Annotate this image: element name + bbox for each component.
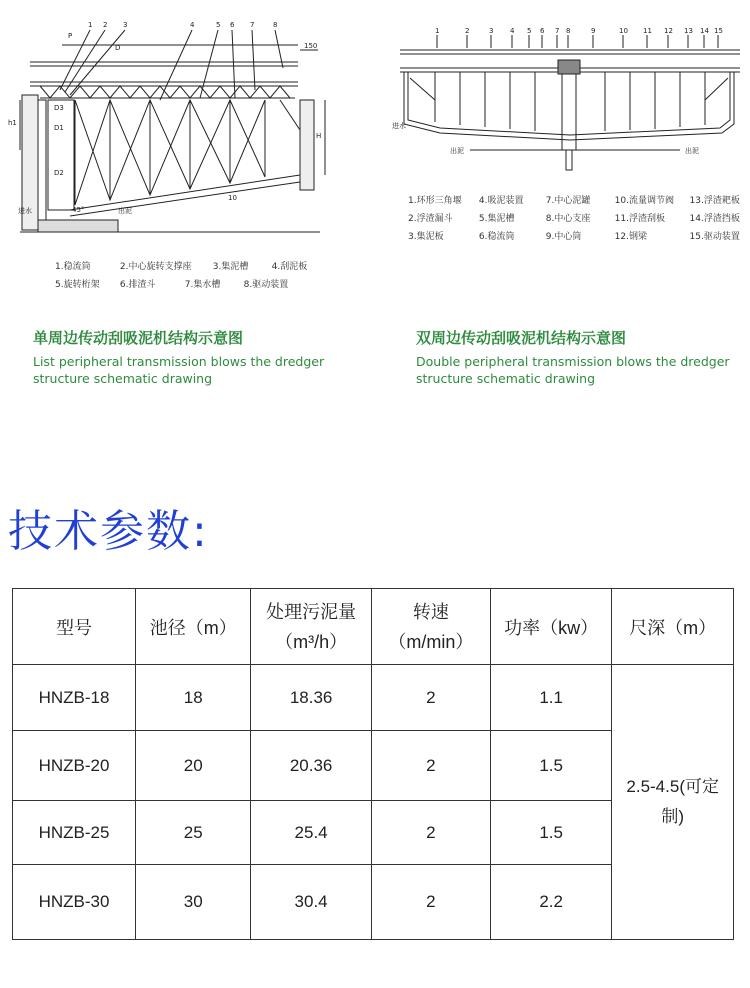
legend-item: 1.稳流筒 [55,262,91,272]
cell-diameter: 18 [136,665,251,731]
callout-12: 12 [664,27,673,35]
callout-4: 4 [510,27,515,35]
header-capacity [251,589,371,665]
cell-depth-merged: 2.5-4.5(可定制) [612,665,734,940]
dim-10: 10 [228,194,237,202]
single-drive-caption-cn: 单周边传动刮吸泥机结构示意图 [33,329,244,347]
legend-item: 1.环形三角堰 [408,196,462,206]
single-drive-legend [55,258,315,294]
double-drive-caption-en: Double peripheral transmission blows the dredger structure schematic drawing [416,354,730,386]
callout-3: 3 [489,27,494,35]
cell-model: HNZB-30 [13,865,136,940]
cell-speed: 2 [371,801,490,865]
header-depth: 尺深（m） [612,589,734,665]
dim-h: H [316,132,322,140]
header-capacity-label: 处理污泥量 [266,601,357,622]
legend-item: 2.浮渣漏斗 [408,214,453,224]
header-speed-label: 转速 [412,601,449,622]
double-drive-panel [390,0,750,400]
callout-8: 8 [566,27,571,35]
legend-item: 15.驱动装置 [689,232,740,242]
legend-item: 5.旋转桁架 [55,280,100,290]
cell-speed: 2 [371,665,490,731]
cell-power: 2.2 [490,865,611,940]
callout-11: 11 [643,27,652,35]
dim-h1: h1 [8,119,17,127]
cell-power: 1.5 [490,801,611,865]
cell-diameter: 25 [136,801,251,865]
legend-item: 7.中心泥罐 [545,196,591,206]
cell-model: HNZB-18 [13,665,136,731]
callout-14: 14 [700,27,709,35]
cell-diameter: 20 [136,731,251,801]
legend-item: 8.驱动装置 [243,280,289,290]
label-outlet-left: 出泥 [450,147,464,155]
cell-capacity: 18.36 [251,665,371,731]
header-power: 功率（kw） [490,589,611,665]
callout-5: 5 [216,21,221,29]
header-speed-unit: （m/min） [388,631,474,652]
table-row [13,665,734,731]
dim-p: P [68,32,73,40]
dim-d2: D2 [54,169,64,177]
single-drive-diagram [0,0,360,250]
label-outlet: 出泥 [118,207,132,215]
single-drive-caption-en: List peripheral transmission blows the dredger structure schematic drawing [33,354,325,386]
cell-model: HNZB-20 [13,731,136,801]
header-model: 型号 [13,589,136,665]
callout-10: 10 [619,27,628,35]
legend-item: 3.集泥板 [408,232,444,242]
header-speed [371,589,490,665]
legend-item: 7.集水槽 [184,280,221,290]
callout-13: 13 [684,27,693,35]
callout-5: 5 [527,27,532,35]
cell-capacity: 20.36 [251,731,371,801]
dim-d3: D3 [54,104,64,112]
callout-2: 2 [465,27,470,35]
legend-item: 5.集泥槽 [478,214,515,224]
double-drive-diagram [390,0,750,195]
cell-speed: 2 [371,865,490,940]
legend-item: 2.中心旋转支撑座 [119,262,192,272]
dim-angle: 45° [72,206,85,214]
callout-6: 6 [540,27,545,35]
double-drive-caption-cn: 双周边传动刮吸泥机结构示意图 [416,329,627,347]
dim-d: D [115,44,121,52]
legend-item: 12.钢梁 [614,232,647,242]
spec-table [12,588,734,940]
callout-2: 2 [103,21,108,29]
legend-item: 13.浮渣耙板 [689,196,740,206]
table-header-row [13,589,734,665]
header-diameter: 池径（m） [136,589,251,665]
legend-item: 6.稳流筒 [478,232,515,242]
label-inlet: 进水 [392,122,406,130]
legend-item: 3.集泥槽 [212,262,249,272]
callout-3: 3 [123,21,128,29]
callout-9: 9 [591,27,596,35]
double-drive-legend [408,192,748,246]
legend-item: 10.流量调节阀 [614,196,674,206]
legend-item: 4.刮泥板 [271,262,308,272]
callout-4: 4 [190,21,195,29]
dim-150: 150 [304,42,318,50]
callout-6: 6 [230,21,235,29]
cell-capacity: 30.4 [251,865,371,940]
legend-item: 11.浮渣刮板 [614,214,665,224]
cell-power: 1.1 [490,665,611,731]
callout-7: 7 [555,27,560,35]
callout-7: 7 [250,21,255,29]
single-drive-panel [0,0,360,400]
header-capacity-unit: （m³/h） [275,631,348,652]
cell-speed: 2 [371,731,490,801]
callout-1: 1 [88,21,93,29]
cell-power: 1.5 [490,731,611,801]
callout-1: 1 [435,27,440,35]
cell-model: HNZB-25 [13,801,136,865]
label-inlet: 进水 [18,207,32,215]
legend-item: 9.中心筒 [545,232,582,242]
legend-item: 6.排渣斗 [119,280,156,290]
callout-15: 15 [714,27,723,35]
legend-item: 8.中心支座 [545,214,591,224]
dim-d1: D1 [54,124,64,132]
legend-item: 4.吸泥装置 [478,196,524,206]
cell-diameter: 30 [136,865,251,940]
label-outlet-right: 出泥 [685,147,699,155]
section-title: 技术参数: [8,506,209,557]
callout-8: 8 [273,21,278,29]
legend-item: 14.浮渣挡板 [689,214,740,224]
cell-capacity: 25.4 [251,801,371,865]
